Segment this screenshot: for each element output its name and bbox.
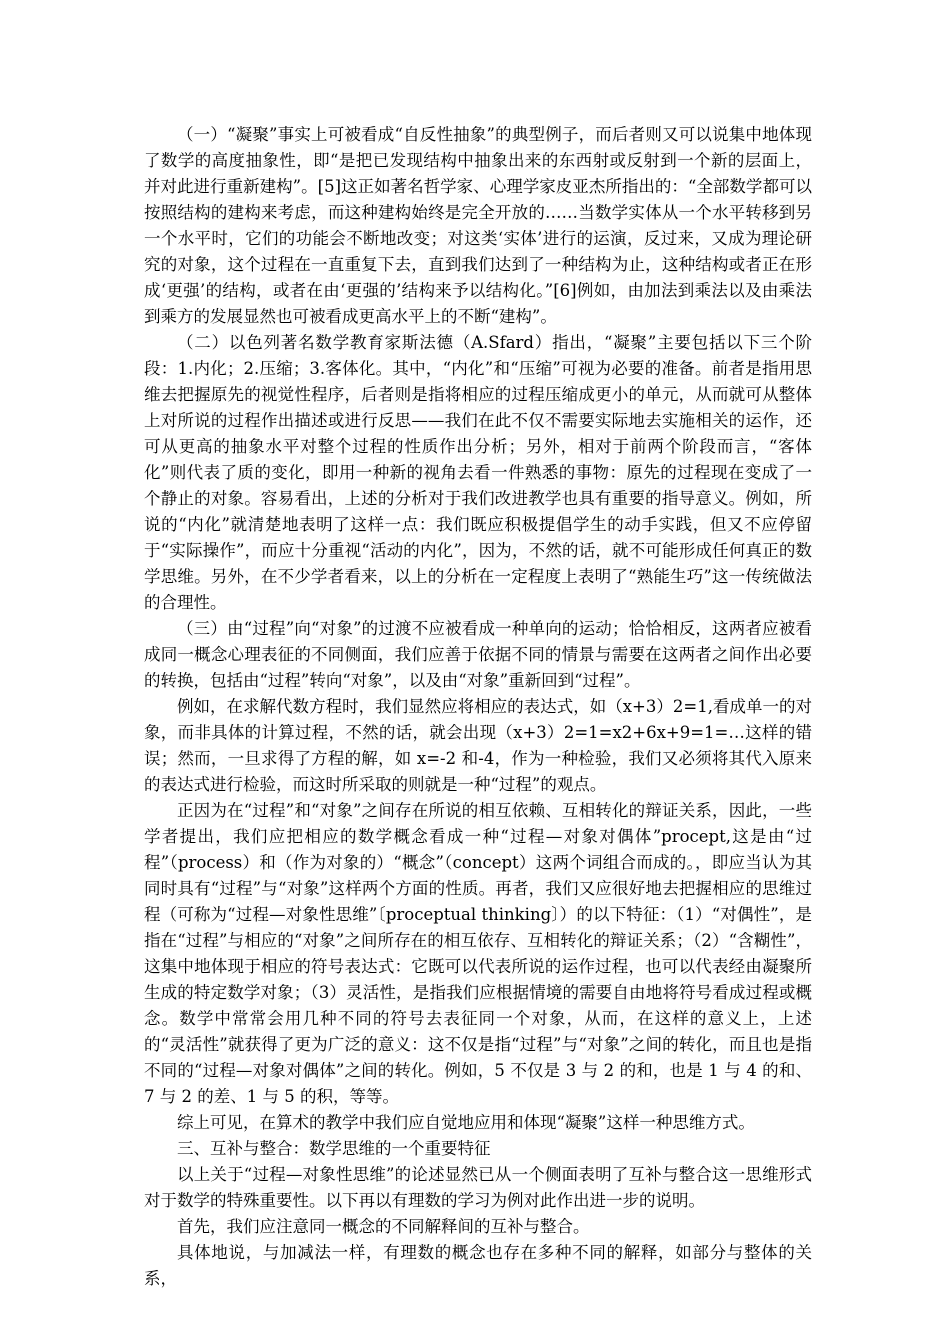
paragraph-procept: 正因为在“过程”和“对象”之间存在所说的相互依赖、互相转化的辩证关系，因此，一些学者提出，我们应把相应的数学概念看成一种“过程—对象对偶体”procept,这是由“过程”（process）和（作为对象的）“概念”（concept）这两个词组合而成的。，即应当认为其同时具有“过程”与“对象”这样两个方面的性质。再者，我们又应很好地去把握相应的思维过程（可称为“过程—对象性思维”〔proceptual thinking〕）的以下特征：（1）“对偶性”，是指在“过程”与相应的“对象”之间所存在的相互依存、互相转化的辩证关系；（2）“含糊性”，这集中地体现于相应的符号表达式：它既可以代表所说的运作过程，也可以代表经由凝聚所生成的特定数学对象；（3）灵活性，是指我们应根据情境的需要自由地将符号看成过程或概念。数学中常常会用几种不同的符号去表征同一个对象，从而，在这样的意义上，上述的“灵活性”就获得了更为广泛的意义：这不仅是指“过程”与“对象”之间的转化，而且也是指不同的“过程—对象对偶体”之间的转化。例如，5 不仅是 3 与 2 的和，也是 1 与 4 的和、7 与 2 的差、1 与 5 的积，等等。 [144, 801, 812, 1106]
paragraph-equation-example: 例如，在求解代数方程时，我们显然应将相应的表达式，如（x+3）2=1,看成单一的对象，而非具体的计算过程，不然的话，就会出现（x+3）2=1=x2+6x+9=1=…这样的错误；然而，一旦求得了方程的解，如 x=-2 和-4，作为一种检验，我们又必须将其代入原来的表达式进行检验，而这时所采取的则就是一种“过程”的观点。 [144, 697, 812, 794]
paragraph-first-point: 首先，我们应注意同一概念的不同解释间的互补与整合。 [177, 1217, 590, 1236]
document-body [144, 122, 812, 1292]
paragraph-process-object-transition: （三）由“过程”向“对象”的过渡不应被看成一种单向的运动；恰恰相反，这两者应被看成同一概念心理表征的不同侧面，我们应善于依据不同的情景与需要在这两者之间作出必要的转换，包括由“过程”转向“对象”，以及由“对象”重新回到“过程”。 [144, 619, 812, 690]
paragraph-sfard-three-stages: （二）以色列著名数学教育家斯法德（A.Sfard）指出，“凝聚”主要包括以下三个阶段：1.内化；2.压缩；3.客体化。其中，“内化”和“压缩”可视为必要的准备。前者是指用思维去把握原先的视觉性程序，后者则是指将相应的过程压缩成更小的单元，从而就可从整体上对所说的过程作出描述或进行反思——我们在此不仅不需要实际地去实施相关的运作，还可从更高的抽象水平对整个过程的性质作出分析；另外，相对于前两个阶段而言，“客体化”则代表了质的变化，即用一种新的视角去看一件熟悉的事物：原先的过程现在变成了一个静止的对象。容易看出，上述的分析对于我们改进教学也具有重要的指导意义。例如，所说的“内化”就清楚地表明了这样一点：我们既应积极提倡学生的动手实践，但又不应停留于“实际操作”，而应十分重视“活动的内化”，因为，不然的话，就不可能形成任何真正的数学思维。另外，在不少学者看来，以上的分析在一定程度上表明了“熟能生巧”这一传统做法的合理性。 [144, 333, 812, 612]
paragraph-condensation-reflective-abstraction: （一）“凝聚”事实上可被看成“自反性抽象”的典型例子，而后者则又可以说集中地体现了数学的高度抽象性，即“是把已发现结构中抽象出来的东西射或反射到一个新的层面上，并对此进行重新建构”。[5]这正如著名哲学家、心理学家皮亚杰所指出的：“全部数学都可以按照结构的建构来考虑，而这种建构始终是完全开放的……当数学实体从一个水平转移到另一个水平时，它们的功能会不断地改变；对这类‘实体’进行的运演，反过来，又成为理论研究的对象，这个过程在一直重复下去，直到我们达到了一种结构为止，这种结构或者正在形成‘更强’的结构，或者在由‘更强的’结构来予以结构化。”[6]例如，由加法到乘法以及由乘法到乘方的发展显然也可被看成更高水平上的不断“建构”。 [144, 125, 812, 326]
paragraph-rational-numbers: 具体地说，与加减法一样，有理数的概念也存在多种不同的解释，如部分与整体的关系， [144, 1243, 812, 1288]
paragraph-complementarity-intro: 以上关于“过程—对象性思维”的论述显然已从一个侧面表明了互补与整合这一思维形式对于数学的特殊重要性。以下再以有理数的学习为例对此作出进一步的说明。 [144, 1165, 812, 1210]
section-heading: 三、互补与整合：数学思维的一个重要特征 [177, 1139, 491, 1158]
paragraph-summary: 综上可见，在算术的教学中我们应自觉地应用和体现“凝聚”这样一种思维方式。 [177, 1113, 755, 1132]
